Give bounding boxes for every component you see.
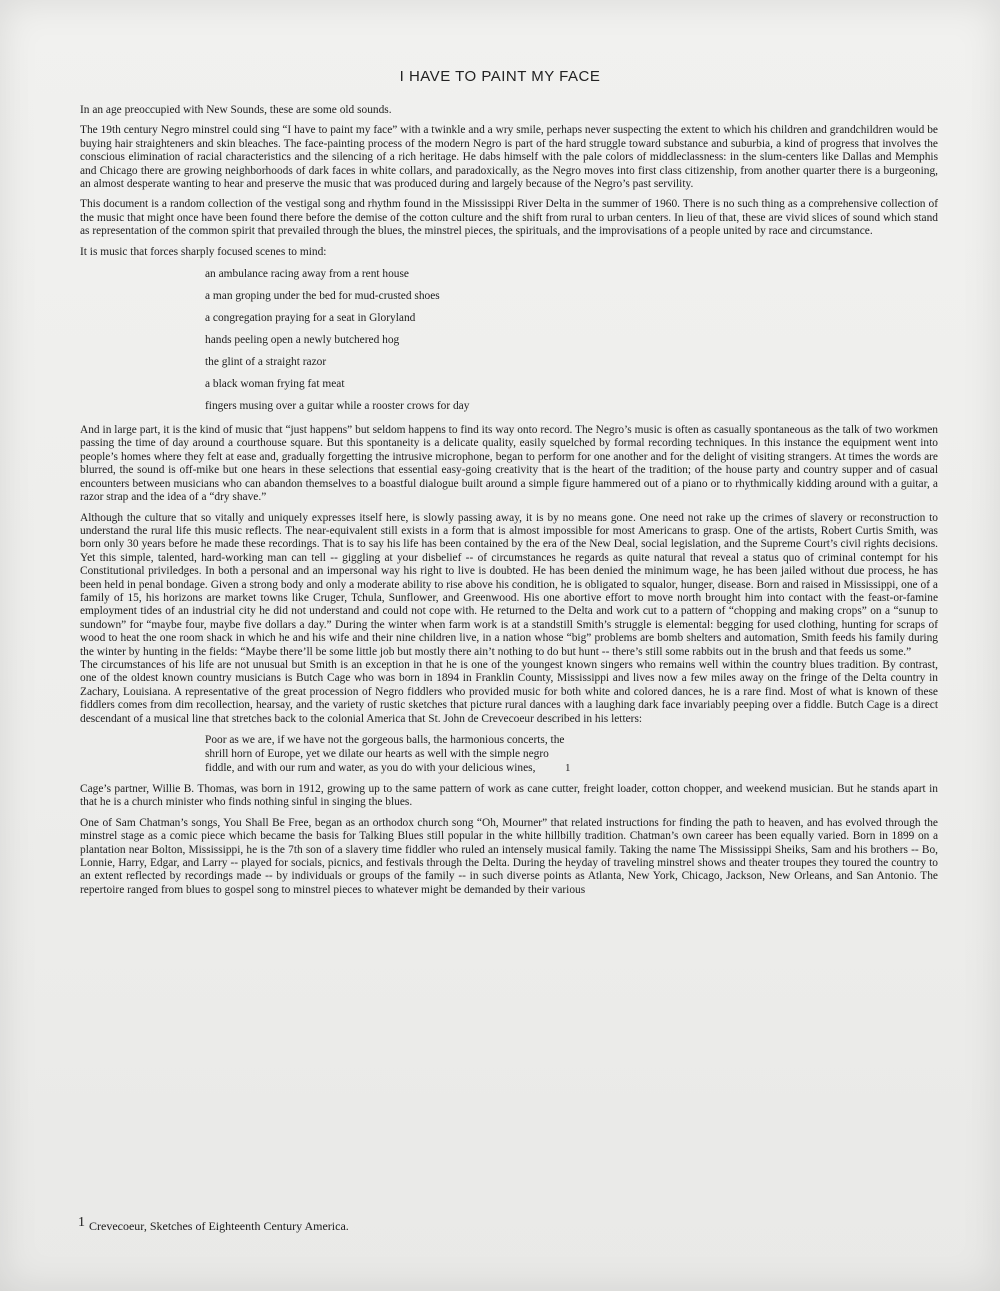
paragraph: The circumstances of his life are not unusual but Smith is an exception in that he is one of the youngest known singers who remains well within the country blues tradition. By contrast, one of the oldest known country musicians is Butch Cage who was born in 1894 in Franklin County, Mississippi and lives now a few miles away on the fringe of the Delta country in Zachary, Louisiana. A representative of the great procession of Negro fiddlers who provided music for both white and colored dances, he is a rare find. Most of what is known of these fiddlers comes from dim recollection, hearsay, and the variety of rustic sketches that picture rural dances with a laughing dark face invariably peeping over a fiddle. Butch Cage is a direct descendant of a musical line that stretches back to the colonial America that St. John de Crevecoeur described in his letters: xyxy=(80,658,938,725)
article-body xyxy=(80,104,938,904)
paragraph: Cage’s partner, Willie B. Thomas, was born in 1912, growing up to the same pattern of work as cane cutter, freight loader, cotton chopper, and weekend musician. But he stands apart in that he is a church minister who finds nothing sinful in singing the blues. xyxy=(80,783,938,809)
list-item: the glint of a straight razor xyxy=(205,356,327,369)
paragraph: This document is a random collection of the vestigal song and rhythm found in the Mississippi River Delta in the summer of 1960. There is no such thing as a comprehensive collection of the music that might once have been found there before the demise of the cotton culture and the shift from rural to urban centers. In lieu of that, these are vivid slices of sound which stand as representation of the common spirit that prevailed through the blues, the minstrel pieces, the spirituals, and the improvisations of a people united by race and circumstance. xyxy=(80,198,938,238)
list-item: fingers musing over a guitar while a rooster crows for day xyxy=(205,400,470,413)
list-item: an ambulance racing away from a rent house xyxy=(205,268,409,281)
footnote xyxy=(78,1216,349,1233)
paragraph: It is music that forces sharply focused scenes to mind: xyxy=(80,245,327,258)
footnote-marker: 1 xyxy=(78,1215,85,1230)
list-item: a black woman frying fat meat xyxy=(205,378,345,391)
scenes-list xyxy=(205,266,938,420)
list-item: hands peeling open a newly butchered hog xyxy=(205,334,400,347)
paragraph: In an age preoccupied with New Sounds, these are some old sounds. xyxy=(80,104,392,116)
paragraph: The 19th century Negro minstrel could sing “I have to paint my face” with a twinkle and a wry smile, perhaps never suspecting the extent to which his children and grandchildren would be buying hair straighteners and skin bleaches. The face-painting process of the modern Negro is part of the hard struggle toward substance and suburbia, a kind of progress that involves the conscious elimination of racial characteristics and the silencing of a rich heritage. He dabs himself with the pale colors of middleclassness: in the slum-centers like Dallas and Memphis and Chicago there are growing neighborhoods of dark faces in white collars, and paradoxically, as the Negro moves into first class citizenship, from another quarter there is a burgeoning, an almost desperate wanting to hear and preserve the music that was produced during and largely because of the Negro’s past servility. xyxy=(80,124,938,191)
page-title: I HAVE TO PAINT MY FACE xyxy=(399,68,601,85)
paragraph: And in large part, it is the kind of music that “just happens” but seldom happens to find its way onto record. The Negro’s music is often as casually spontaneous as the talk of two workmen passing the time of day around a courthouse square. But this spontaneity is a delicate quality, easily squelched by formal recording techniques. In this instance the equipment went into people’s homes where they felt at ease and, gradually forgetting the intrusive microphone, began to perform for one another and for the delight of visiting strangers. At times the words are blurred, the sound is off-mike but one hears in these selections that essential easy-going creativity that is the heart of the tradition; of the house party and country supper and of casual encounters between musicians who can abandon themselves to a boastful dialogue built around a simple figure hammered out of a piano or to rhythmically kidding around with a guitar, a razor strap and the idea of a “dry shave.” xyxy=(80,424,938,504)
block-quote xyxy=(205,733,571,775)
footnote-text: Crevecoeur, Sketches of Eighteenth Century America. xyxy=(89,1219,349,1233)
footnote-reference: 1 xyxy=(565,761,571,774)
list-item: a congregation praying for a seat in Gloryland xyxy=(205,312,416,325)
list-item: a man groping under the bed for mud-crusted shoes xyxy=(205,290,440,303)
paragraph: One of Sam Chatman’s songs, You Shall Be Free, began as an orthodox church song “Oh, Mourner” that related instructions for finding the path to heaven, and has evolved through the minstrel stage as a comic piece which became the basis for Talking Blues still popular in the white hillbilly tradition. Chatman’s own career has been equally varied. Born in 1899 on a plantation near Bolton, Mississippi, he is the 7th son of a slavery time fiddler who ruled an intensely musical family. Taking the name The Mississippi Sheiks, Sam and his brothers -- Bo, Lonnie, Harry, Edgar, and Larry -- played for socials, picnics, and festivals through the Delta. During the heyday of traveling minstrel shows and theater troupes they toured the country to an extent reflected by recordings made -- by individuals or groups of the family -- in such diverse points as Atlanta, New York, Chicago, Jackson, New Orleans, and San Antonio. The repertoire ranged from blues to gospel song to minstrel pieces to whatever might be demanded by their various xyxy=(80,816,938,896)
paragraph: Although the culture that so vitally and uniquely expresses itself here, is slowly passing away, it is by no means gone. One need not rake up the crimes of slavery or reconstruction to understand the rural life this music reflects. The near-equivalent still exists in a form that is almost impossible for most Americans to grasp. One of the artists, Robert Curtis Smith, was born only 30 years before he made these recordings. That is to say his life has been contained by the era of the New Deal, social legislation, and the Supreme Court’s civil rights decisions. Yet this simple, talented, hard-working man can tell -- giggling at your disbelief -- of circumstances he regards as quite natural that reveal a status quo of criminal contempt for his Constitutional priviledges. In both a personal and an impersonal way his right to live is doubted. He has been denied the minimum wage, he has been jailed without due process, he has been held in penal bondage. Given a strong body and only a moderate ability to rise above his condition, he is obligated to squalor, hunger, disease. Born and raised in Mississippi, one of a family of 15, his horizons are market towns like Cruger, Tchula, Sunflower, and Greenwood. His one abortive effort to move north brought him into contact with the feast-or-famine employment tides of an industrial city he did not understand and could not cope with. He returned to the Delta and work cut to a pattern of “chopping and making crops” on a “sunup to sundown” for “maybe four, maybe five dollars a day.” During the winter when farm work is at a standstill Smith’s struggle is elemental: begging for used clothing, hunting for scraps of wood to heat the one room shack in which he and his wife and their nine children live, in a nation whose “big” problems are bomb shelters and automation, Smith feeds his family during the winter by hunting in the fields: “Maybe there’ll be some little job but mostly there ain’t nothing to do but hunt -- there’s still some rabbits out in the brush and that feeds us some.” xyxy=(80,511,938,658)
quote-text: Poor as we are, if we have not the gorgeous balls, the harmonious concerts, the shrill horn of Europe, yet we dilate our hearts as well with the simple negro fiddle, and with our rum and water, as you do with your delicious wines, xyxy=(205,734,565,774)
